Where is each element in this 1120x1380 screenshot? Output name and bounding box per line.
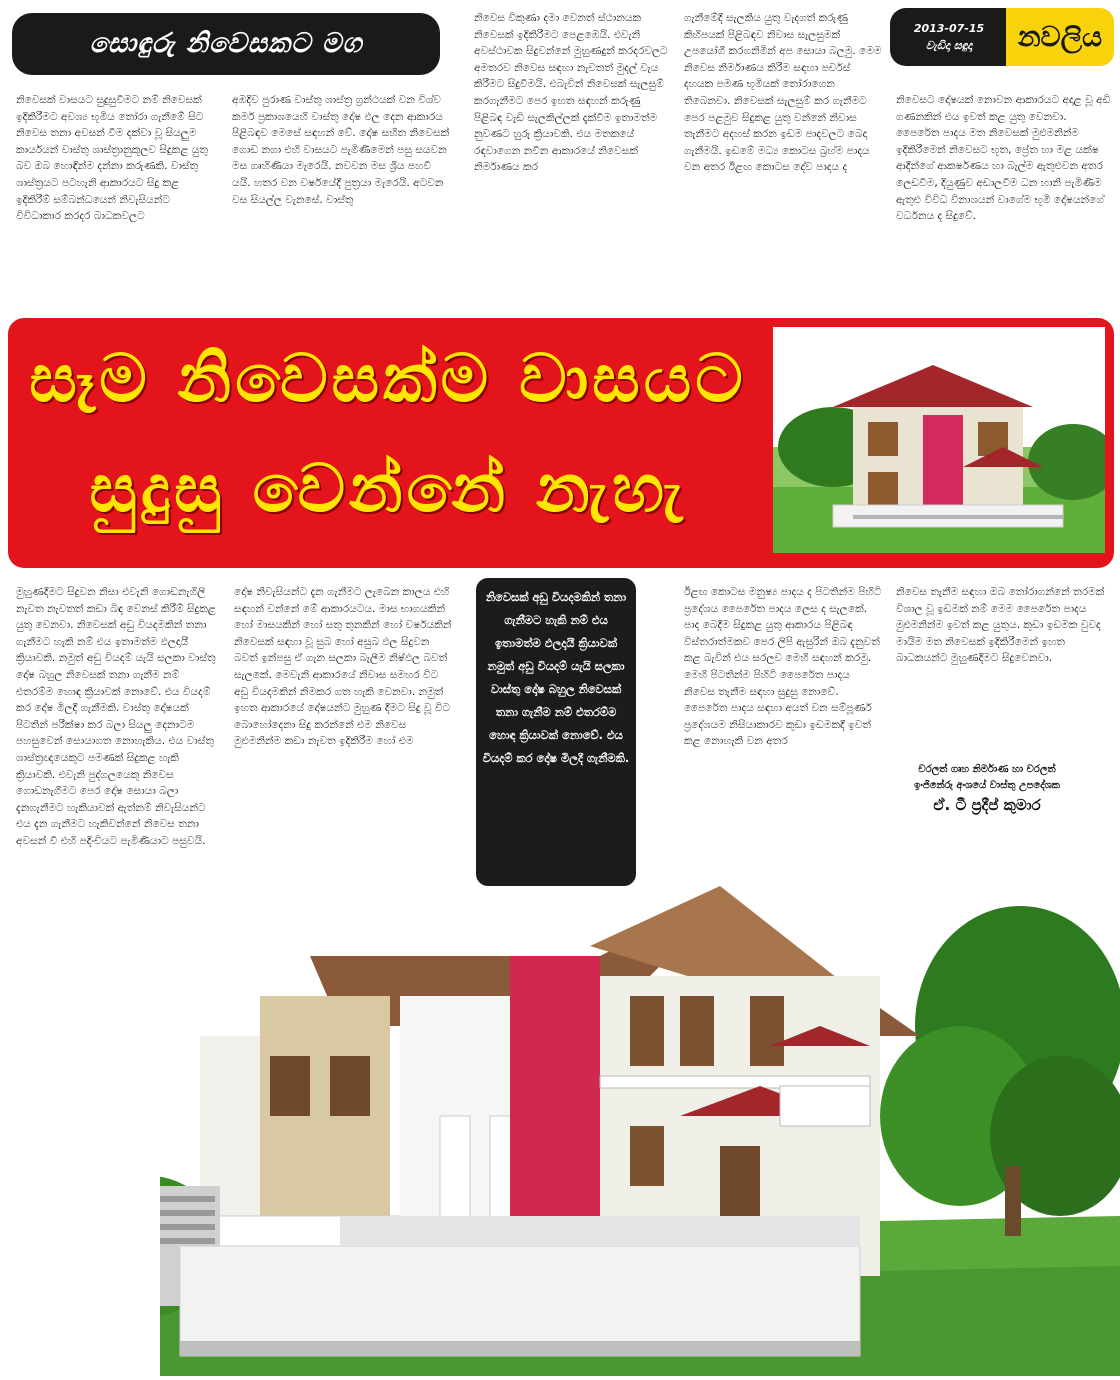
pull-quote: නිවෙසක් අඩු වියදමකින් තනා ගැනීමට හැකි නම් එය ඉතාමත්ම ඵලදායී ක්‍රියාවක් නමුත් අඩු වියදම් යැයි සලකා වාස්තු දෝෂ බහුල නිවෙසක් තනා ගැනීම නම් එතරම්ම හොඳ ක්‍රියාවක් නොවේ. එය වියදම් කර දෝෂ මිලදී ගැනීමකි. bbox=[476, 578, 636, 886]
banner-house-photo bbox=[773, 327, 1105, 553]
paper-name: නවලිය bbox=[1006, 8, 1114, 66]
article-column-6: මුහුණදීමට සිදුවන නිසා එවැනි ගොඩනැගිලි නැවත නැවතත් කඩා බිඳ වෙනස් කිරීම් සිදුකළ යුතු වෙනවා. නිවෙසක් අඩු වියදමකින් තනා ගැනීමට හැකි නම් එය ඉතාමත්ම ඵලදායී ක්‍රියාවකි. නමුත් අඩු වියදම් යැයි සලකා වාස්තු දෝෂ බහුල නිවෙසක් තනා ගැනීම නම් එතරම්ම හොඳ ක්‍රියාවක් නොවේ. එය වියදම් කර දෝෂ මිලදී ගැනීමකි. වාස්තු දෝෂයක් පිටතින් පරීක්ෂා කර බලා සියලු දෙනාටම පහසුවෙන් සොයාගත නොහැකිය. එය වාස්තු ශාස්ත්‍රඥයෙකුට පමණක් සිදුකළ හැකි ක්‍රියාවකි. එවැනි පුද්ගලයෙකු නිවෙස ගොඩනැගීමට පෙර දෝෂ සොයා බලා දැනගැනීමට හැකියාවක් ඇත්නම් නිවැසියන්ට එය දැන ගැනීමට හැකිවන්නේ නිවෙස තනා අවසන් වී එහි පදිංචියට පැමිණියාට පසුවයි. bbox=[16, 586, 216, 847]
section-title: සොඳුරු නිවෙසකට මග bbox=[12, 13, 440, 75]
article-column-1: නිවෙසක් වාසයට සුදුසුවීමට නම් නිවෙසක් ඉදිකිරීමට අවශ්‍ය භූමිය තෝරා ගැනීමේ සිට නිවෙස තනා අවසන් වීම දක්වා වූ සියලුම කාර්යයන් වාස්තු ශාස්ත්‍රානුකූලව සිදුකළ යුතු බව ඔබ හොඳින්ම දන්නා කරුණකි. වාස්තු ශාස්ත්‍රයට පටහැනි ආකාරයට සිදු කළ ඉදිකිරීම් සම්බන්ධයෙන් නිවැසියන්ට විවිධාකාර කරදර බාධකවලට bbox=[16, 94, 209, 223]
article-column-4: ගැනීමේදී සැලකිය යුතු වැදගත් කරුණු කිහිපයක් පිළිබඳව නිවාස සැලසුමක් උපයෝගී කරගනිමින් අප සොයා බලමු. මෙම නිවෙස නිර්මාණය කිරීම සඳහා පර්චස් දහයක පමණ භූමියක් තෝරාගෙන තිබෙනවා. නිවෙසක් සැලසුම් කර ගැනීමට පෙර පළමුව සිදුකළ යුතු වන්නේ නිවාස තැනීමට අදහස් කරන ඉඩම පාදවලට බෙදා ගැනීමයි. ඉඩමේ මධ්‍ය කොටස බ්‍රහ්ම පාදය වන අතර ඊළඟ කොටස දේව පාදය ද bbox=[684, 12, 882, 174]
article-column-5: නිවෙසට දෝෂයක් නොවන ආකාරයට අදාළ වූ අඩි ගණනකින් එය ඉවත් කළ යුතු වෙනවා. පෛරේත පාදය මත නිවෙසක් මුළුමනින්ම ඉදිකිරීමෙන් නිවෙසට භූත, ප්‍රේත හා මළ යක්ෂ ආදීන්ගේ ආකර්ෂණය හා බැල්ම ඇතුළුවන අතර ලෙඩවීම, දියුණුව අඩාලවීම ධන හානි පැමිණීම ඇතුළු විවිධ විනාශයන් වාගේම භූමි දෝෂයන්ගේ වර්ධනය ද සිදුවේ. bbox=[896, 94, 1111, 223]
article-column-7: දෝෂ නිවැසියන්ට දැන ගැනීමට ලැබෙන කාලය එහි සඳහන් වන්නේ මේ ආකාරයටය. මාස භාගයකින් හෝ මාසයකින් හෝ සතු තුනකින් හෝ වර්ෂයකින් නිවෙසක් සඳහා වූ සුබ හෝ අසුබ ඵල සිදුවන බවත් ඉන්පසු ඒ ගැන සලකා බැලීම නිෂ්ඵල බවත් සැලකේ. මෙවැනි ආකාරයේ නිවාස සමහර විට අඩු වියදමකින් නිමකර ගත හැකි වෙනවා. නමුත් ඉහත ආකාරයේ දෝෂයන්ට මුහුණ දීමට සිදු වූ විට බොහෝදෙනා සිදු කරන්නේ එම නිවෙස මුළුමනින්ම කඩා නැවත ඉදිකිරීම හෝ එම bbox=[234, 586, 452, 748]
article-column-3: නිවෙස විකුණා දමා වෙනත් ස්ථානයක නිවෙසක් ඉදිකිරීමට පෙළඹෙයි. එවැනි අවස්ථාවක සිදුවන්නේ මුහුණදුන් කරදරවලට අමතරව නිවෙස සඳහා නැවතත් මුදල් වැය කිරීමට සිදුවීමයි. එබැවින් නිවෙසක් සැලසුම් කරගැනීමට පෙර ඉහත සඳහන් කරුණු පිළිබඳ වැඩි සැලකිල්ලක් දැක්වීම ඉතාමත්ම නුවණට හුරු ක්‍රියාවකි. එය මතකයේ රඳවාගෙන නවීන ආකාරයේ නිවෙසක් නිර්මාණය කර bbox=[474, 12, 668, 174]
article-column-8: ඊළඟ කොටස මනුෂ්‍ය පාදය ද පිටතින්ම පිහිටි ප්‍රදේශය පෛරේත පාදය ලෙස ද සැලකේ. පාද බෙදීම සිදුකළ යුතු ආකාරය පිළිබඳ විස්තරාත්මකව පෙර ලිපි ඇසුරින් ඔබ දැනුවත් කළ බැවින් එය සරලව මෙහි සඳහන් කරමු. මෙහි පිටතින්ම පිහිටි පෛරේත පාදය නිවෙස තැනීම සඳහා සුදුසු නොවේ. පෛරේත පාදය සඳහා අයත් වන සම්පූර්ණ ප්‍රදේශයම නිසියාකාරව කුඩා ඉඩමකදී ඉවත් කළ නොහැකි වන අතර bbox=[684, 586, 882, 748]
headline-line-2: සුදුසු වෙන්නේ නැහැ bbox=[89, 450, 687, 527]
masthead-date-block bbox=[890, 8, 1008, 66]
author-byline bbox=[862, 762, 1112, 816]
masthead bbox=[890, 8, 1116, 70]
supplement-label: වැඩිදා සඳුදා bbox=[925, 39, 973, 52]
article-column-2: අඹදිව පුරාණ වාස්තු ශාස්ත්‍ර ග්‍රන්ථයක් වන විශ්ව කර්ම ප්‍රකාශයෙහි වාස්තු දෝෂ ඵල දෙන ආකාරය පිළිබඳව මෙසේ සඳහන් වේ. දෝෂ සහිත නිවෙසක් ගොඩ නගා එහි වාසයට පැමිණීමෙන් පසු සයවන මස ගෘහිණියා මැරෙයි. නවවන මස ශ්‍රීය පහවී යයි. හතර වන වර්ෂයේදී පුත්‍රයා මැරෙයි. අටවන වස සියල්ල වැනසේ. වාස්තු bbox=[232, 94, 450, 206]
house-render-large bbox=[160, 886, 1120, 1376]
house-illustration-small bbox=[773, 327, 1105, 553]
main-house-illustration bbox=[160, 886, 1120, 1376]
byline-role-1: චරලත් ගෘහ නිර්මාණ හා චරලත් bbox=[918, 764, 1056, 775]
headline-line-1: සෑම නිවෙසක්ම වාසයට bbox=[29, 340, 747, 417]
issue-date: 2013-07-15 bbox=[913, 22, 985, 35]
byline-role-2: ඉංජිනේරු අංශයේ වාස්තු උපදේශක bbox=[914, 780, 1060, 791]
author-name: ඒ. ටී ප්‍රදීප් කුමාර bbox=[933, 796, 1041, 814]
headline bbox=[8, 324, 768, 544]
article-column-9: නිවෙස තැනීම සඳහා ඔබ තෝරාගන්නේ තරමක් විශාල වූ ඉඩමක් නම් මෙම පෛරේත පාදය මුළුමනින්ම ඉවත් කළ යුතුය. කුඩා ඉඩමක වුවද මායිම මත නිවෙසක් ඉදිකිරීමෙන් ඉහත බාධකයන්ට මුහුණදීමට සිදුවෙනවා. bbox=[896, 586, 1105, 665]
